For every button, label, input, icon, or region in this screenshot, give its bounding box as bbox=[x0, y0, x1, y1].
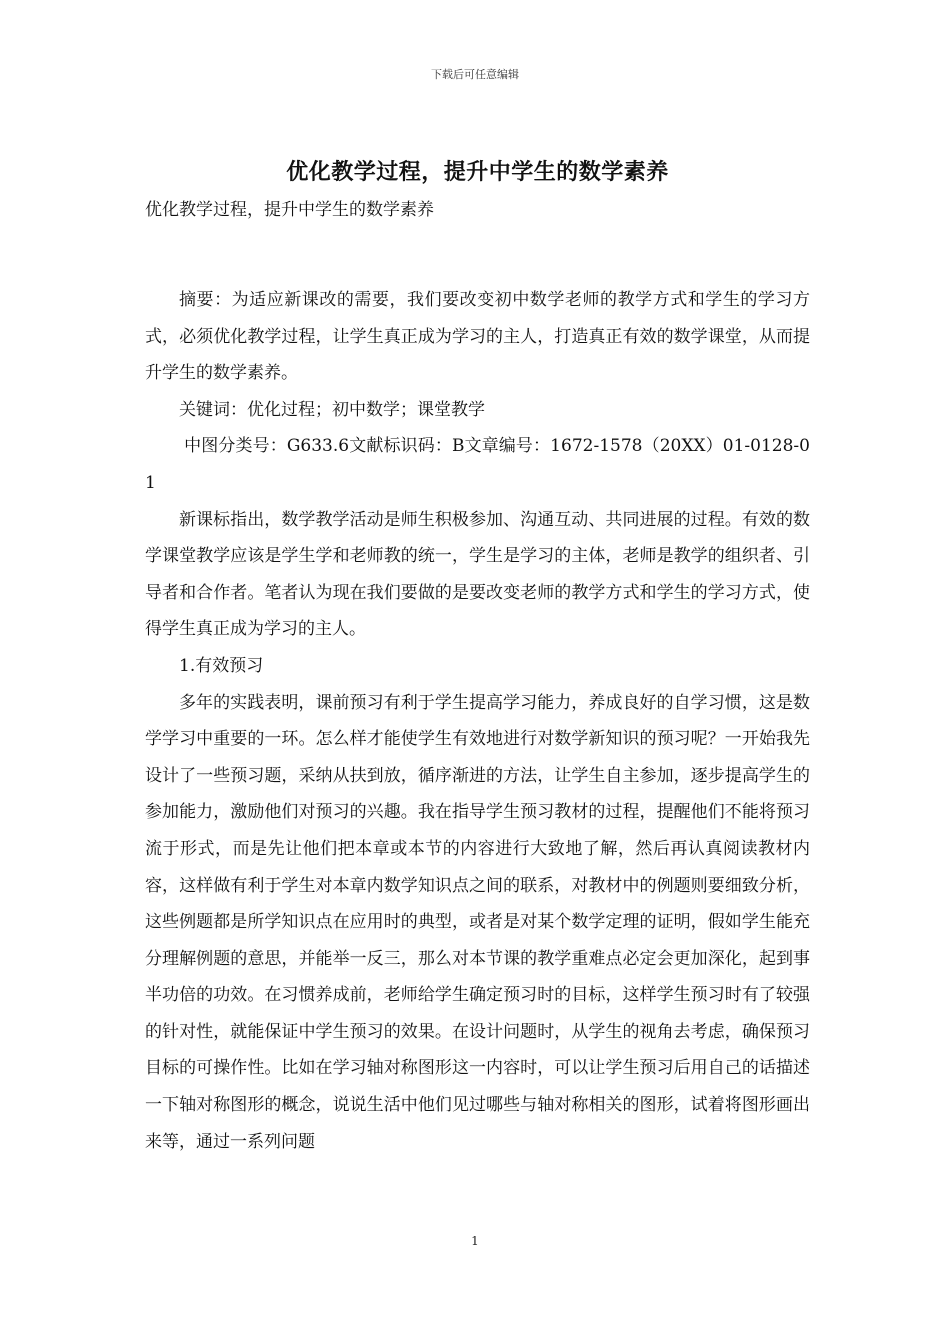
keywords-line: 关键词：优化过程；初中数学；课堂教学 bbox=[179, 399, 485, 420]
intro-paragraph: 新课标指出，数学教学活动是师生积极参加、沟通互动、共同进展的过程。有效的数学课堂教学应该是学生学和老师教的统一，学生是学习的主体，老师是教学的组织者、引导者和合作者。笔者认为现在我们要做的是要改变老师的教学方式和学生的学习方式，使得学生真正成为学习的主人。 bbox=[145, 509, 810, 640]
abstract-paragraph: 摘要：为适应新课改的需要，我们要改变初中数学老师的教学方式和学生的学习方式，必须优化教学过程，让学生真正成为学习的主人，打造真正有效的数学课堂，从而提升学生的数学素养。 bbox=[145, 290, 810, 384]
document-subtitle: 优化教学过程，提升中学生的数学素养 bbox=[145, 200, 434, 220]
document-title: 优化教学过程，提升中学生的数学素养 bbox=[286, 159, 669, 185]
section-heading: 1.有效预习 bbox=[179, 655, 264, 676]
classification-line: 中图分类号：G633.6文献标识码：B文章编号：1672-1578（20XX）01-0128-01 bbox=[145, 436, 810, 493]
blank-spacer bbox=[145, 226, 810, 282]
header-note: 下载后可任意编辑 bbox=[431, 68, 519, 81]
document-content bbox=[145, 150, 810, 1160]
section-body-paragraph: 多年的实践表明，课前预习有利于学生提高学习能力，养成良好的自学习惯，这是数学学习中重要的一环。怎么样才能使学生有效地进行对数学新知识的预习呢？一开始我先设计了一些预习题，采纳从扶到放，循序渐进的方法，让学生自主参加，逐步提高学生的参加能力，激励他们对预习的兴趣。我在指导学生预习教材的过程，提醒他们不能将预习流于形式，而是先让他们把本章或本节的内容进行大致地了解，然后再认真阅读教材内容，这样做有利于学生对本章内数学知识点之间的联系，对教材中的例题则要细致分析，这些例题都是所学知识点在应用时的典型，或者是对某个数学定理的证明，假如学生能充分理解例题的意思，并能举一反三，那么对本节课的教学重难点必定会更加深化，起到事半功倍的功效。在习惯养成前，老师给学生确定预习时的目标，这样学生预习时有了较强的针对性，就能保证中学生预习的效果。在设计问题时，从学生的视角去考虑，确保预习目标的可操作性。比如在学习轴对称图形这一内容时，可以让学生预习后用自己的话描述一下轴对称图形的概念，说说生活中他们见过哪些与轴对称相关的图形，试着将图形画出来等，通过一系列问题 bbox=[145, 692, 810, 1152]
page-number: 1 bbox=[471, 1234, 479, 1248]
